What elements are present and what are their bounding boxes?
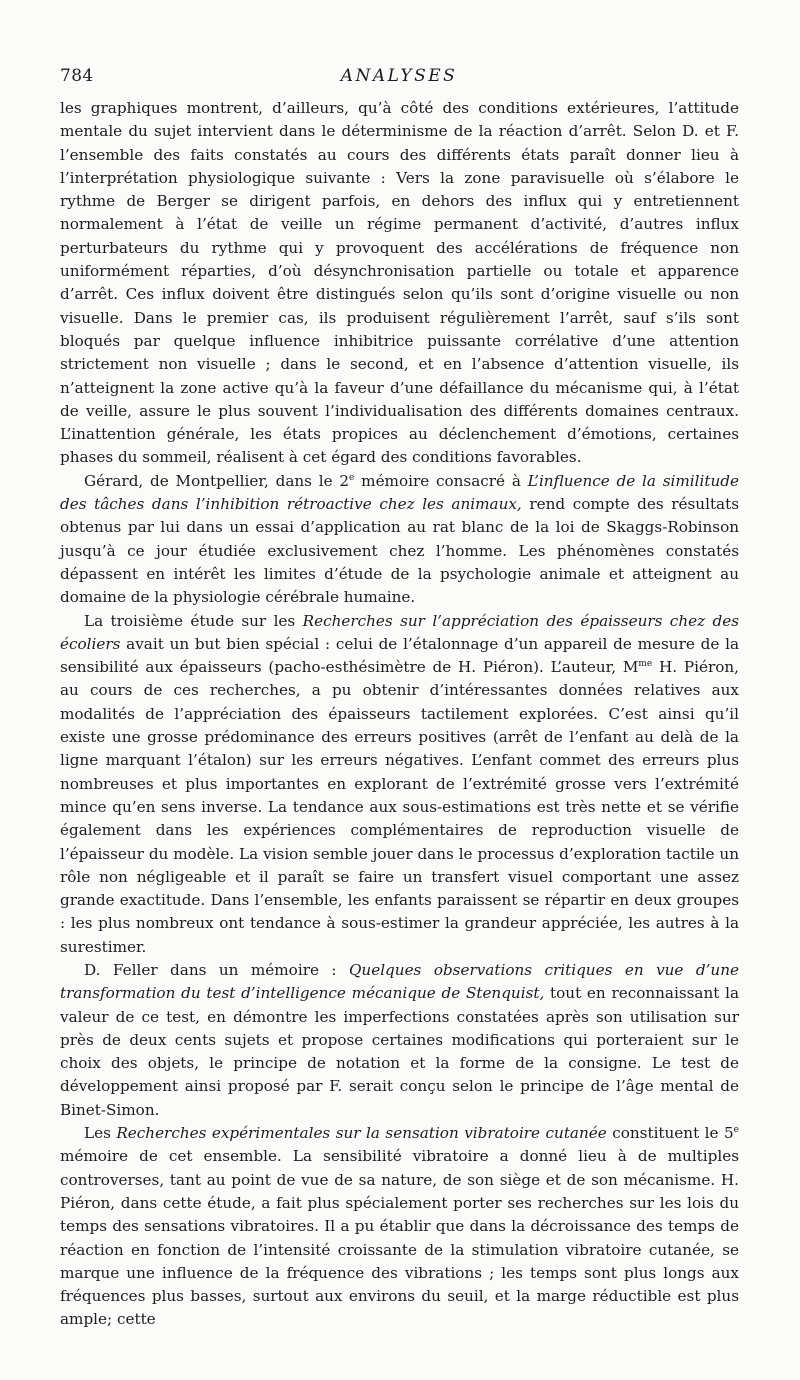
text-run: tout en reconnaissant la valeur de ce test, en démontre les imperfections constatées après son utilisation sur près de deux cents sujets et propose certaines modifications qui porteraient sur le choix des objets, le principe de notation et la forme de la consigne. Le test de développement ainsi proposé par F. serait conçu selon le principe de l’âge mental de Binet-Simon. xyxy=(60,984,739,1119)
text-run: constituent le 5 xyxy=(606,1124,734,1143)
running-title: ANALYSES xyxy=(340,66,458,86)
text-run: H. Piéron, au cours de ces recherches, a pu obtenir d’intéressantes données relatives aux modalités de l’appréciation des épaisseurs tactilement explorées. C’est ainsi qu’il existe une grosse prédominance des erreurs positives (arrêt de l’enfant au delà de la ligne marquant l’étalon) sur les erreurs négatives. L’enfant commet des erreurs plus nombreuses et plus importantes en explorant de l’extrémité grosse vers l’extrémité mince qu’en sens inverse. La tendance aux sous-estimations est très nette et se vérifie également dans les expériences complémentaires de reproduction visuelle de l’épaisseur du modèle. La vision semble jouer dans le processus d’exploration tactile un rôle non négligeable et il paraît se faire un transfert visuel comportant une assez grande exactitude. Dans l’ensemble, les enfants paraissent se répartir en deux groupes : les plus nombreux ont tendance à sous-estimer la grandeur appréciée, les autres à la surestimer. xyxy=(60,658,739,956)
body-text xyxy=(60,97,739,1332)
text-run: Gérard, de Montpellier, dans le 2 xyxy=(84,471,350,490)
italic-title: Recherches sur l’appréciation des épaisseurs chez des écoliers xyxy=(60,611,739,653)
page-header xyxy=(60,66,738,90)
text-run: D. Feller dans un mémoire : xyxy=(84,960,349,979)
text-run: mémoire consacré à xyxy=(354,471,528,490)
superscript: me xyxy=(638,659,653,670)
text-run: La troisième étude sur les xyxy=(84,611,303,630)
text-run: Les xyxy=(84,1124,117,1143)
page-number: 784 xyxy=(60,66,94,86)
italic-title: Quelques observations critiques en vue d’une transformation du test d’intelligence mécanique de Stenquist, xyxy=(60,960,739,1003)
paragraph xyxy=(60,1122,739,1332)
superscript: e xyxy=(349,472,355,483)
italic-title: L’influence de la similitude des tâches dans l’inhibition rétroactive chez les animaux, xyxy=(60,471,739,514)
text-run: les graphiques montrent, d’ailleurs, qu’à côté des conditions extérieures, l’attitude mentale du sujet intervient dans le déterminisme de la réaction d’arrêt. Selon D. et F. l’ensemble des faits constatés au cours des différents états paraît donner lieu à l’interprétation physiologique suivante : Vers la zone paravisuelle où s’élabore le rythme de Berger se dirigent parfois, en dehors des influx qui y entretiennent normalement à l’état de veille un régime permanent d’activité, d’autres influx perturbateurs du rythme qui y provoquent des accélérations de fréquence non uniformément réparties, d’où désynchronisation partielle ou totale et apparence d’arrêt. Ces influx doivent être distingués selon qu’ils sont d’origine visuelle ou non visuelle. Dans le premier cas, ils produisent régulièrement l’arrêt, sauf s’ils sont bloqués par quelque influence inhibitrice puissante corrélative d’une attention strictement non visuelle ; dans le second, et en l’absence d’attention visuelle, ils n’atteignent la zone active qu’à la faveur d’une défaillance du mécanisme qui, à l’état de veille, assure le plus souvent l’individualisation des différents domaines centraux. L’inattention générale, les états propices au déclenchement d’émotions, certaines phases du sommeil, réalisent à cet égard des conditions favorables. xyxy=(60,99,739,467)
paragraph xyxy=(60,470,739,610)
text-run: rend compte des résultats obtenus par lui dans un essai d’application au rat blanc de la loi de Skaggs-Robinson jusqu’à ce jour étudiée exclusivement chez l’homme. Les phénomènes constatés dépassent en intérêt les limites d’étude de la psychologie animale et atteignent au domaine de la physiologie cérébrale humaine. xyxy=(60,495,739,607)
italic-title: Recherches expérimentales sur la sensation vibratoire cutanée xyxy=(116,1124,607,1143)
paragraph xyxy=(60,97,739,470)
text-run: avait un but bien spécial : celui de l’étalonnage d’un appareil de mesure de la sensibilité aux épaisseurs (pacho-esthésimètre de H. Piéron). L’auteur, M xyxy=(60,634,739,677)
paragraph xyxy=(60,610,739,959)
superscript: e xyxy=(733,1125,739,1135)
text-run: mémoire de cet ensemble. La sensibilité vibratoire a donné lieu à de multiples controverses, tant au point de vue de sa nature, de son siège et de son mécanisme. H. Piéron, dans cette étude, a fait plus spécialement porter ses recherches sur les lois du temps des sensations vibratoires. Il a pu établir que dans la décroissance des temps de réaction en fonction de l’intensité croissante de la stimulation vibratoire cutanée, se marque une influence de la fréquence des vibrations ; les temps sont plus longs aux fréquences plus basses, surtout aux environs du seuil, et la marge réductible est plus ample; cette xyxy=(60,1147,739,1329)
paragraph xyxy=(60,959,739,1122)
